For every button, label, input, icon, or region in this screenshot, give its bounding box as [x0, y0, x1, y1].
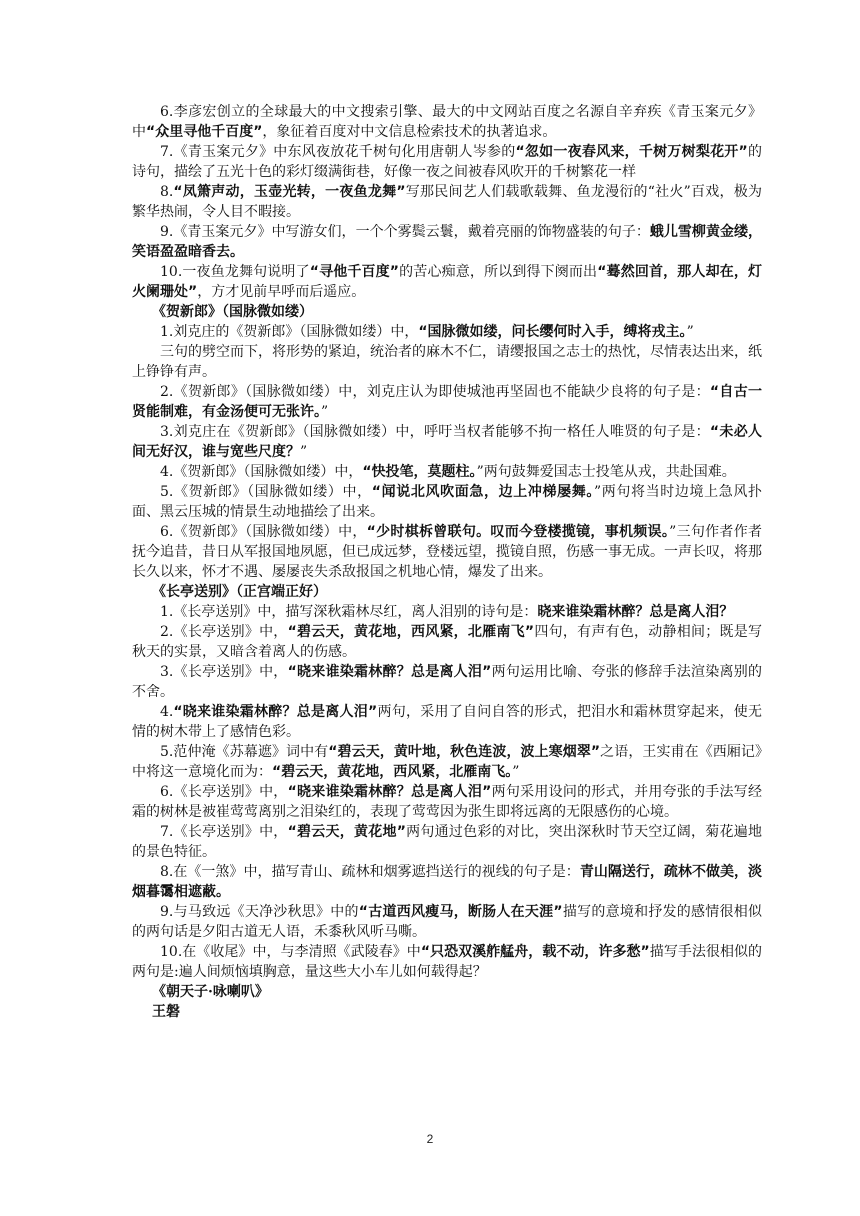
bold-quote: “碧云天，黄花地，西风紧，北雁南飞” — [287, 624, 535, 640]
text-run: ，方才见前早呼而后遥应。 — [197, 284, 366, 300]
text-run: 6.《长亭送别》中， — [160, 784, 288, 800]
bold-quote: 青山隔送行，疏林不做美，淡烟暮霭相遮蔽。 — [132, 864, 763, 900]
text-run: 描写手法很相似的两句是:遍人间烦恼填胸意，量这些大小车儿如何载得起？ — [132, 944, 763, 980]
bold-quote: “只恐双溪舴艋舟，载不动，许多愁” — [420, 944, 650, 960]
paragraph — [132, 222, 762, 262]
paragraph — [132, 702, 762, 742]
paragraph — [132, 342, 762, 382]
text-run: 7.《长亭送别》中， — [160, 824, 288, 840]
text-run: 7.《青玉案元夕》中东风夜放花千树句化用唐朝人岑参的 — [160, 144, 516, 160]
bold-quote: “碧云天，黄花地” — [287, 824, 406, 840]
text-run: 3.刘克庄在《贺新郎》（国脉微如缕）中，呼吁当权者能够不拘一格任人唯贤的句子是： — [160, 424, 710, 440]
bold-quote: “晓来谁染霜林醉？总是离人泪” — [287, 664, 492, 680]
paragraph — [132, 142, 762, 182]
author-name: 王磐 — [152, 1004, 180, 1020]
bold-quote: “蓦然回首，那人却在，灯火阑珊处” — [132, 264, 763, 300]
text-run: 6.《贺新郎》（国脉微如缕）中， — [160, 524, 367, 540]
text-run: 4. — [160, 704, 174, 720]
paragraph — [132, 522, 762, 582]
text-run: 写那民间艺人们载歌载舞、鱼龙漫衍的“社火”百戏，极为繁华热闹，令人目不暇接。 — [132, 184, 762, 220]
paragraph — [132, 102, 762, 142]
text-run: 两句采用设问的形式，并用夸张的手法写经霜的树林是被崔莺莺离别之泪染红的，表现了莺莺因为张生即将远离的无限感伤的心境。 — [132, 784, 763, 820]
text-run: 10.在《收尾》中，与李清照《武陵春》中 — [160, 944, 421, 960]
text-run: 8. — [160, 184, 174, 200]
bold-quote: “国脉微如缕，问长缨何时入手，缚将戎主。 — [418, 324, 687, 340]
bold-quote: “闻说北风吹面急，边上冲梯屡舞。 — [371, 484, 594, 500]
paragraph — [132, 942, 762, 982]
paragraph — [132, 462, 762, 482]
text-run: ” — [321, 404, 329, 420]
paragraph — [132, 182, 762, 222]
bold-quote: “自古一贤能制难，有金汤便可无张许。 — [132, 384, 762, 420]
paragraph — [132, 482, 762, 522]
section-heading: 《长亭送别》（正宫端正好） — [152, 584, 327, 600]
bold-quote: “寻他千百度” — [309, 264, 400, 280]
text-run: 6.李彦宏创立的全球最大的中文搜索引擎、最大的中文网站百度之名源自辛弃疾《青玉案元夕》中 — [132, 104, 762, 140]
bold-quote: “少时棋柝曾联句。叹而今登楼揽镜，事机频误。 — [366, 524, 670, 540]
bold-quote: 蛾儿雪柳黄金缕，笑语盈盈暗香去。 — [132, 224, 762, 260]
text-run: ” — [686, 324, 694, 340]
text-run: 5.范仲淹《苏幕遮》词中有 — [160, 744, 329, 760]
text-run: 两句，采用了自问自答的形式，把泪水和霜林贯穿起来，使无情的树木带上了感情色彩。 — [132, 704, 763, 740]
text-run: 3.《长亭送别》中， — [160, 664, 288, 680]
text-run: 两句通过色彩的对比，突出深秋时节天空辽阔，菊花遍地的景色特征。 — [132, 824, 763, 860]
bold-quote: “晓来谁染霜林醉？总是离人泪” — [287, 784, 492, 800]
text-run: 的诗句，描绘了五光十色的彩灯缀满街巷，好像一夜之间被春风吹开的千树繁花一样 — [132, 144, 763, 180]
bold-quote: “忽如一夜春风来，千树万树梨花开” — [515, 144, 748, 160]
paragraph — [132, 782, 762, 822]
bold-quote: “众里寻他千百度” — [146, 124, 263, 140]
text-run: ” — [512, 764, 520, 780]
text-run: ”两句鼓舞爱国志士投笔从戎，共赴国难。 — [476, 464, 736, 480]
text-run: 5.《贺新郎》（国脉微如缕）中， — [160, 484, 372, 500]
paragraph — [132, 422, 762, 462]
paragraph — [132, 862, 762, 902]
text-run: 1.刘克庄的《贺新郎》（国脉微如缕）中， — [160, 324, 419, 340]
text-run: 10.一夜鱼龙舞句说明了 — [160, 264, 310, 280]
text-run: 之语，王实甫在《西厢记》中将这一意境化而为： — [132, 744, 763, 780]
paragraph — [132, 742, 762, 782]
bold-quote: “快投笔，莫题柱。 — [362, 464, 477, 480]
text-run: 9.与马致远《天净沙秋思》中的 — [160, 904, 359, 920]
text-run: ，象征着百度对中文信息检索技术的执著追求。 — [262, 124, 557, 140]
text-run: 4.《贺新郎》（国脉微如缕）中， — [160, 464, 363, 480]
bold-quote: “古道西风瘦马，断肠人在天涯” — [358, 904, 563, 920]
text-run: 9.《青玉案元夕》中写游女们，一个个雾鬓云鬟，戴着亮丽的饰物盛装的句子： — [160, 224, 650, 240]
text-run: 的苦心痴意，所以到得下阕而出 — [399, 264, 598, 280]
bold-quote: “凤箫声动，玉壶光转，一夜鱼龙舞” — [173, 184, 406, 200]
text-run: 描写的意境和抒发的感情很相似的两句话是夕阳古道无人语，禾黍秋风听马嘶。 — [132, 904, 763, 940]
bold-quote: “晓来谁染霜林醉？总是离人泪” — [173, 704, 378, 720]
page-number: 2 — [426, 1132, 434, 1146]
section-heading: 《朝天子·咏喇叭》 — [152, 984, 269, 1000]
paragraph — [132, 822, 762, 862]
bold-quote: “碧云天，黄叶地，秋色连波，波上寒烟翠” — [328, 744, 601, 760]
paragraph — [132, 382, 762, 422]
paragraph — [132, 322, 762, 342]
text-run: 2.《贺新郎》（国脉微如缕）中，刘克庄认为即使城池再坚固也不能缺少良将的句子是： — [160, 384, 710, 400]
text-run: 8.在《一煞》中，描写青山、疏林和烟雾遮挡送行的视线的句子是： — [160, 864, 580, 880]
bold-quote: “未必人间无好汉，谁与宽些尺度？ — [132, 424, 762, 460]
paragraph — [132, 262, 762, 302]
paragraph — [132, 602, 762, 622]
bold-quote: “碧云天，黄花地，西风紧，北雁南飞。 — [272, 764, 513, 780]
text-run: 三句的劈空而下，将形势的紧迫，统治者的麻木不仁，请缨报国之志士的热忱，尽情表达出来，纸上铮铮有声。 — [132, 344, 762, 380]
text-run: 1.《长亭送别》中，描写深秋霜林尽红，离人泪别的诗句是： — [160, 604, 538, 620]
paragraph — [132, 902, 762, 942]
paragraph — [132, 622, 762, 662]
text-run: ”三句作者作者抚今追昔，昔日从军报国地夙愿，但已成远梦，登楼远望，揽镜自照，伤感一事无成。一声长叹，将那长久以来，怀才不遇、屡屡丧失杀敌报国之机地心情，爆发了出来。 — [132, 524, 762, 580]
document-body — [132, 102, 762, 1022]
paragraph — [132, 662, 762, 702]
text-run: 两句运用比喻、夸张的修辞手法渲染离别的不舍。 — [132, 664, 763, 700]
bold-quote: 晓来谁染霜林醉？总是离人泪？ — [537, 604, 734, 620]
text-run: 2.《长亭送别》中， — [160, 624, 288, 640]
text-run: ” — [300, 444, 308, 460]
text-run: ”两句将当时边境上急风扑面、黑云压城的情景生动地描绘了出来。 — [132, 484, 763, 520]
text-run: 四句，有声有色，动静相间；既是写秋天的实景，又暗含着离人的伤感。 — [132, 624, 763, 660]
section-heading: 《贺新郎》（国脉微如缕） — [152, 304, 313, 320]
